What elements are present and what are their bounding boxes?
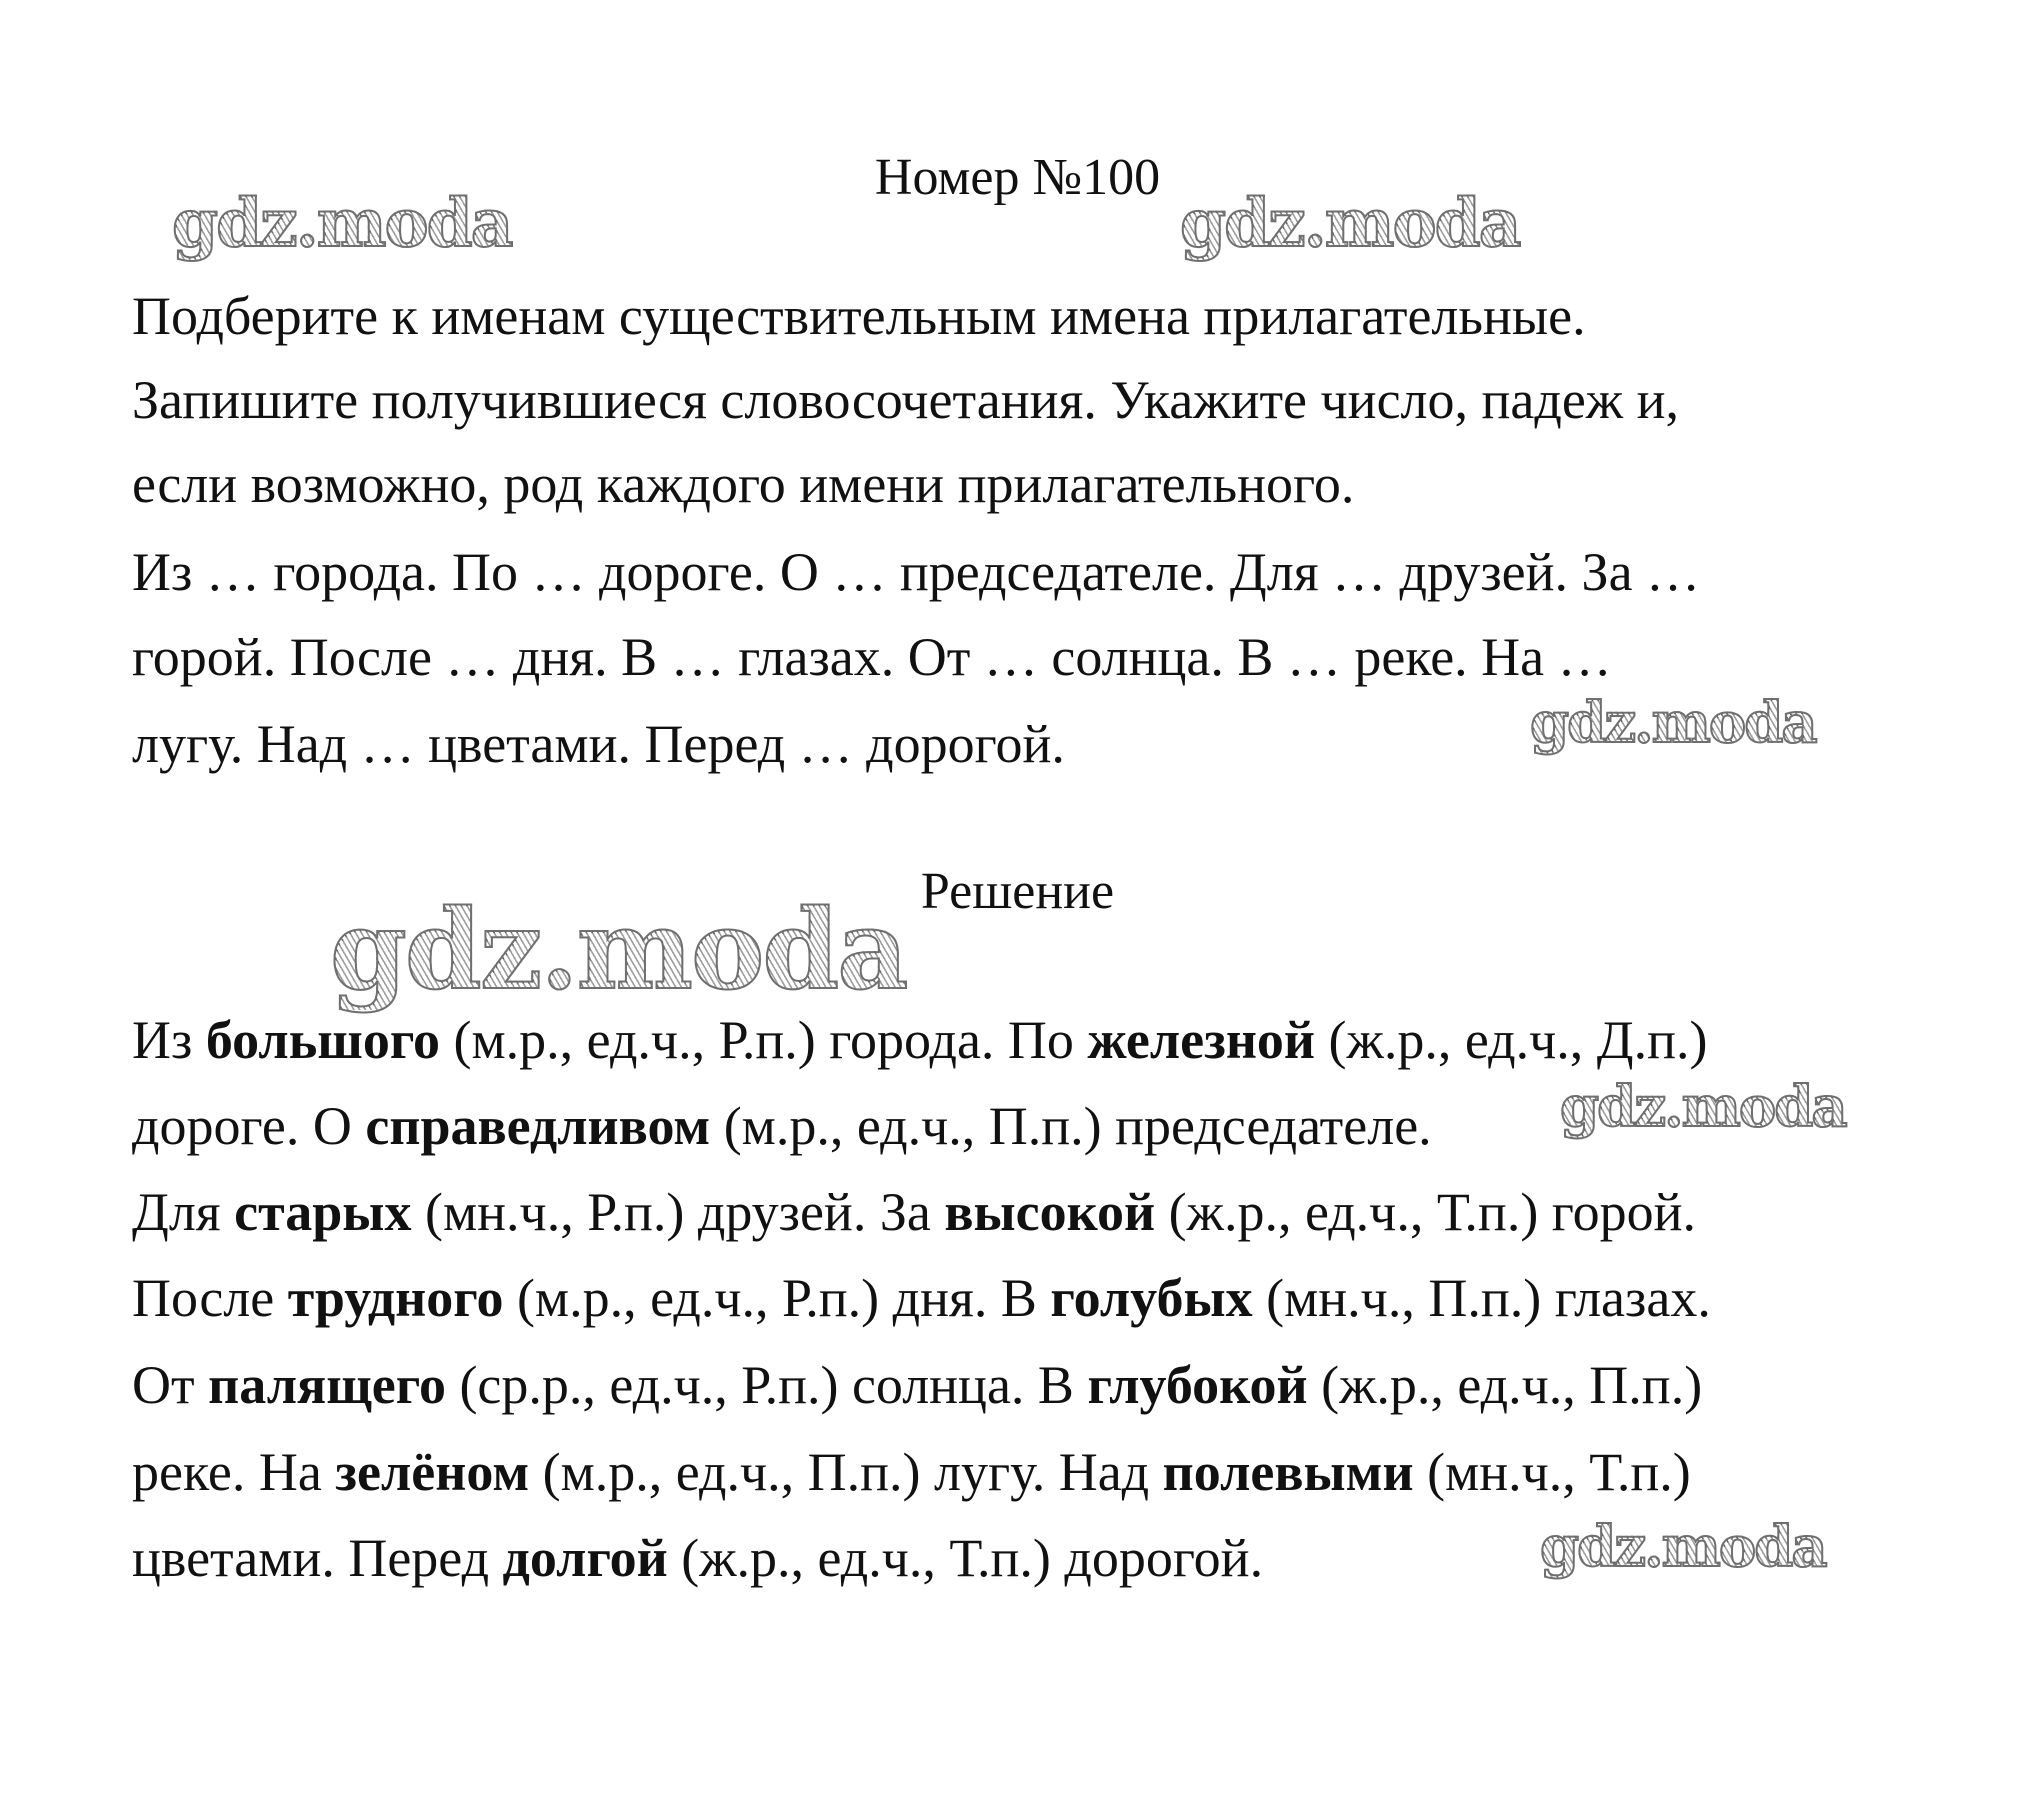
solution-text-segment: (м.р., ед.ч., Р.п.) дня. В (503, 1268, 1051, 1328)
watermark-logo: gdz.moda (1180, 184, 1520, 262)
solution-text-segment: (ж.р., ед.ч., Т.п.) горой. (1155, 1182, 1696, 1242)
task-text-line: если возможно, род каждого имени прилагательного. (132, 454, 1355, 514)
solution-text-segment: (мн.ч., Т.п.) (1413, 1442, 1691, 1502)
adjective-bold: справедливом (365, 1096, 711, 1156)
solution-text-segment: (м.р., ед.ч., П.п.) лугу. Над (529, 1442, 1163, 1502)
solution-text-segment: Из (132, 1010, 206, 1070)
watermark-logo: gdz.moda (330, 885, 907, 1014)
task-text-line: горой. После … дня. В … глазах. От … солнца. В … реке. На … (132, 627, 1612, 687)
adjective-bold: полевыми (1162, 1442, 1414, 1502)
adjective-bold: голубых (1050, 1268, 1253, 1328)
adjective-bold: высокой (944, 1182, 1156, 1242)
watermark-logo: gdz.moda (1540, 1514, 1826, 1580)
adjective-bold: долгой (502, 1528, 668, 1588)
solution-text-segment: (мн.ч., П.п.) глазах. (1252, 1268, 1711, 1328)
solution-text-segment: (ж.р., ед.ч., Д.п.) (1315, 1010, 1708, 1070)
adjective-bold: железной (1087, 1010, 1316, 1070)
task-text-line: Запишите получившиеся словосочетания. Укажите число, падеж и, (132, 370, 1680, 430)
task-text-line: Из … города. По … дороге. О … председателе. Для … друзей. За … (132, 542, 1701, 602)
adjective-bold: большого (205, 1010, 441, 1070)
adjective-bold: палящего (208, 1355, 446, 1415)
solution-text-line (132, 1008, 1707, 1072)
solution-text-line (132, 1526, 1263, 1590)
solution-text-line (132, 1440, 1691, 1504)
watermark-logo: gdz.moda (1560, 1074, 1846, 1140)
solution-text-segment: (м.р., ед.ч., Р.п.) города. По (440, 1010, 1088, 1070)
task-text-line: лугу. Над … цветами. Перед … дорогой. (132, 714, 1065, 774)
adjective-bold: трудного (287, 1268, 504, 1328)
task-text-line: Подберите к именам существительным имена прилагательные. (132, 286, 1586, 346)
solution-text-segment: (ж.р., ед.ч., Т.п.) дорогой. (667, 1528, 1264, 1588)
solution-text-segment: цветами. Перед (132, 1528, 503, 1588)
adjective-bold: старых (234, 1182, 412, 1242)
solution-text-segment: (ж.р., ед.ч., П.п.) (1307, 1355, 1703, 1415)
solution-text-segment: дороге. О (132, 1096, 366, 1156)
solution-text-segment: (ср.р., ед.ч., Р.п.) солнца. В (445, 1355, 1088, 1415)
solution-text-segment: (м.р., ед.ч., П.п.) председателе. (710, 1096, 1432, 1156)
adjective-bold: глубокой (1087, 1355, 1308, 1415)
solution-text-line (132, 1180, 1696, 1244)
watermark-logo: gdz.moda (1530, 690, 1816, 756)
adjective-bold: зелёном (335, 1442, 530, 1502)
solution-text-segment: После (132, 1268, 288, 1328)
solution-text-line (132, 1353, 1702, 1417)
solution-text-line (132, 1266, 1711, 1330)
solution-text-segment: Для (132, 1182, 235, 1242)
solution-text-line (132, 1094, 1432, 1158)
solution-text-segment: реке. На (132, 1442, 336, 1502)
solution-text-segment: От (132, 1355, 209, 1415)
solution-text-segment: (мн.ч., Р.п.) друзей. За (411, 1182, 945, 1242)
task-heading: Номер №100 (874, 149, 1161, 206)
watermark-logo: gdz.moda (172, 184, 512, 262)
solution-heading: Решение (920, 863, 1115, 920)
